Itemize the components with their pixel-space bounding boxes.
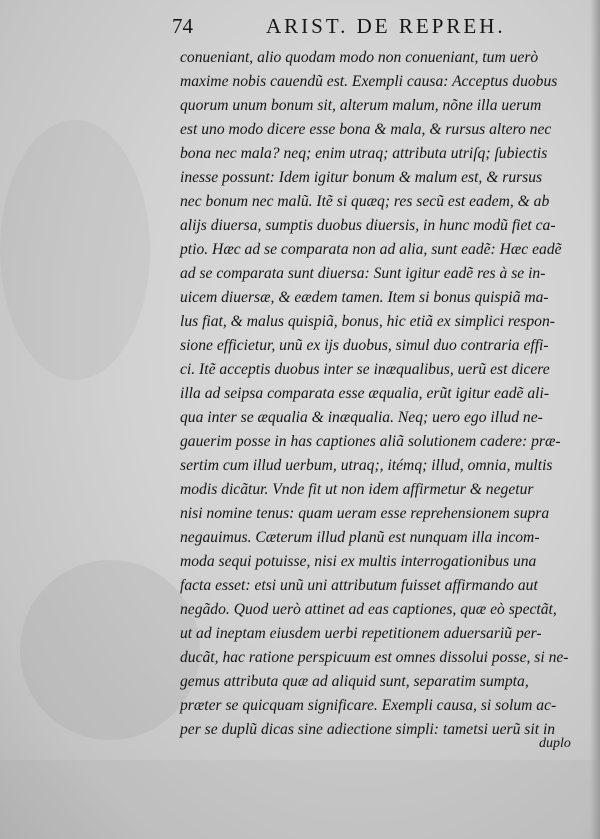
text-line: lus fiat, & malus quispiã, bonus, hic etiã ex simplici respon- bbox=[180, 313, 555, 330]
running-head: ARIST. DE REPREH. bbox=[266, 14, 506, 38]
text-line: conueniant, alio quodam modo non conueniant, tum uerò bbox=[180, 49, 539, 66]
page-header bbox=[172, 14, 506, 39]
page-number: 74 bbox=[172, 14, 193, 38]
paper-stain bbox=[0, 120, 150, 380]
text-line: gemus attributa quæ ad aliquid sunt, separatim sumpta, bbox=[180, 673, 529, 690]
text-line: illa ad seipsa comparata esse æqualia, erũt igitur eadẽ ali- bbox=[180, 385, 550, 402]
text-line: qua inter se æqualia & inæqualia. Neq; uero ego illud ne- bbox=[180, 409, 543, 426]
text-line: uicem diuersæ, & eædem tamen. Item si bonus quispiã ma- bbox=[180, 289, 549, 306]
text-line: est uno modo dicere esse bona & mala, & rursus altero nec bbox=[180, 121, 552, 138]
paper-stain bbox=[20, 560, 200, 740]
text-line: ptio. Hæc ad se comparata non ad alia, sunt eadẽ: Hæc eadẽ bbox=[180, 241, 562, 258]
text-line: moda sequi potuisse, nisi ex multis interrogationibus una bbox=[180, 553, 537, 570]
text-line: ut ad ineptam eiusdem uerbi repetitionem aduersariũ per- bbox=[180, 625, 542, 642]
text-line: ad se comparata sunt diuersa: Sunt igitur eadẽ res à se in- bbox=[180, 265, 546, 282]
text-line: quorum unum bonum sit, alterum malum, nõne illa uerum bbox=[180, 97, 542, 114]
text-line: nisi nomine tenus: quam ueram esse reprehensionem supra bbox=[180, 505, 550, 522]
text-line: ci. Itẽ acceptis duobus inter se inæqualibus, uerũ est dicere bbox=[180, 361, 550, 378]
text-line: gauerim posse in has captiones aliã solutionem cadere: præ- bbox=[180, 433, 561, 450]
text-line: facta esset: etsi unũ uni attributum fuisset affirmando aut bbox=[180, 577, 538, 594]
body-text bbox=[180, 46, 580, 742]
text-line: bona nec mala? neq; enim utraq; attributa utriſq; ſubiectis bbox=[180, 145, 548, 162]
text-line: inesse possunt: Idem igitur bonum & malum est, & rursus bbox=[180, 169, 543, 186]
page-edge-shadow bbox=[590, 0, 600, 839]
text-line: sertim cum illud uerbum, utraq;, itémq; illud, omnia, multis bbox=[180, 457, 553, 474]
text-line: sione efficietur, unũ ex ijs duobus, simul duo contraria effi- bbox=[180, 337, 549, 354]
text-line: præter se quicquam significare. Exempli causa, si solum ac- bbox=[180, 697, 557, 714]
catchword: duplo bbox=[539, 736, 571, 751]
text-line: per se duplũ dicas sine adiectione simpli: tametsi uerũ sit in bbox=[180, 721, 556, 738]
text-line: modis dicãtur. Vnde fit ut non idem affirmetur & negetur bbox=[180, 481, 534, 498]
text-line: alijs diuersa, sumptis duobus diuersis, in hunc modũ fiet ca- bbox=[180, 217, 556, 234]
text-line: negauimus. Cæterum illud planũ est nunquam illa incom- bbox=[180, 529, 540, 546]
paper-stain bbox=[0, 760, 600, 839]
text-line: negãdo. Quod uerò attinet ad eas captiones, quæ eò spectãt, bbox=[180, 601, 557, 618]
text-line: maxime nobis cauendũ est. Exempli causa: Acceptus duobus bbox=[180, 73, 558, 90]
text-line: nec bonum nec malũ. Itẽ si quæq; res secũ est eadem, & ab bbox=[180, 193, 550, 210]
text-line: ducãt, hac ratione perspicuum est omnes dissolui posse, si ne- bbox=[180, 649, 569, 666]
